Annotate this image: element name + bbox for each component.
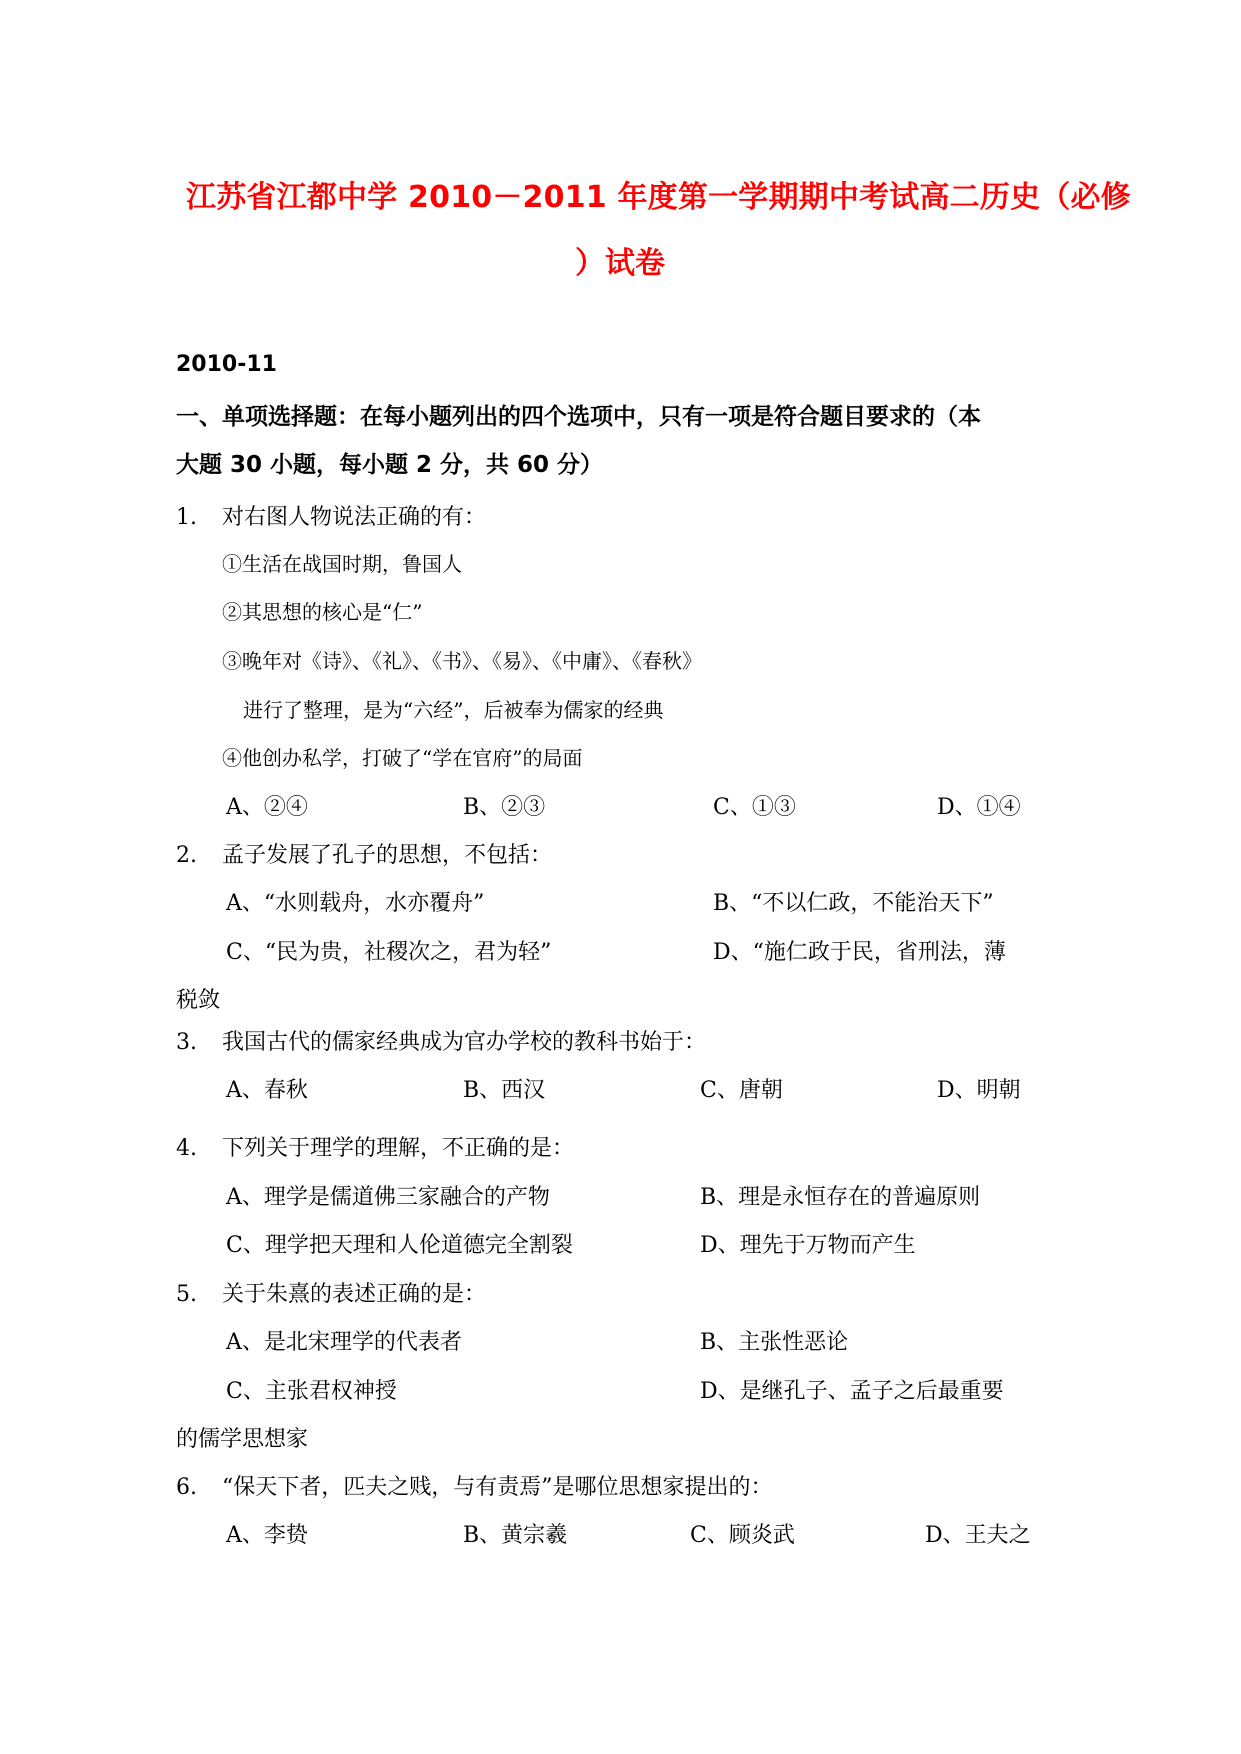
option-b: B、黄宗羲 [463, 1523, 568, 1548]
option-c: C、①③ [713, 795, 796, 820]
question-1-item: ②其思想的核心是“仁” [222, 600, 423, 624]
exam-title-line-1: 江苏省江都中学 2010－2011 年度第一学期期中考试高二历史（必修 [186, 180, 1131, 215]
question-1-item: ①生活在战国时期，鲁国人 [222, 552, 462, 576]
section-heading-line-1: 一、单项选择题：在每小题列出的四个选项中，只有一项是符合题目要求的（本 [176, 404, 981, 430]
option-d: D、理先于万物而产生 [700, 1233, 916, 1258]
option-d: D、①④ [937, 795, 1021, 820]
question-2-stem [176, 838, 552, 869]
option-a: A、“水则载舟，水亦覆舟” [226, 891, 485, 916]
option-d-continued: 税敛 [176, 988, 221, 1013]
question-number: 1. [176, 505, 197, 530]
option-b: B、②③ [463, 795, 546, 820]
option-a: A、理学是儒道佛三家融合的产物 [226, 1185, 550, 1210]
question-3-stem [176, 1025, 706, 1056]
exam-title-line-2: ）试卷 [575, 246, 665, 281]
option-d-continued: 的儒学思想家 [176, 1427, 309, 1452]
option-b: B、“不以仁政，不能治天下” [713, 891, 994, 916]
option-a: A、李贽 [226, 1523, 308, 1548]
question-text: 对右图人物说法正确的有： [222, 505, 487, 530]
option-c: C、唐朝 [700, 1078, 783, 1103]
option-b: B、主张性恶论 [700, 1330, 849, 1355]
question-text: 我国古代的儒家经典成为官办学校的教科书始于： [222, 1030, 707, 1055]
question-number: 6. [176, 1475, 197, 1500]
option-d: D、王夫之 [925, 1523, 1031, 1548]
question-6-stem [176, 1470, 773, 1501]
question-text: 孟子发展了孔子的思想，不包括： [222, 843, 553, 868]
option-b: B、西汉 [463, 1078, 546, 1103]
question-1-item: ④他创办私学，打破了“学在官府”的局面 [222, 746, 583, 770]
question-text: “保天下者，匹夫之贱，与有责焉”是哪位思想家提出的： [222, 1475, 773, 1500]
question-4-stem [176, 1131, 574, 1162]
question-number: 5. [176, 1282, 197, 1307]
question-5-stem [176, 1277, 486, 1308]
option-d: D、明朝 [937, 1078, 1021, 1103]
question-number: 4. [176, 1136, 197, 1161]
question-text: 下列关于理学的理解，不正确的是： [222, 1136, 575, 1161]
option-d: D、“施仁政于民，省刑法，薄 [713, 940, 1006, 965]
question-text: 关于朱熹的表述正确的是： [222, 1282, 487, 1307]
option-a: A、是北宋理学的代表者 [226, 1330, 462, 1355]
option-d: D、是继孔子、孟子之后最重要 [700, 1379, 1004, 1404]
exam-date: 2010-11 [176, 352, 277, 377]
question-1-item: ③晚年对《诗》、《礼》、《书》、《易》、《中庸》、《春秋》 [222, 649, 702, 673]
question-1-stem [176, 500, 486, 531]
option-b: B、理是永恒存在的普遍原则 [700, 1185, 981, 1210]
option-c: C、理学把天理和人伦道德完全割裂 [226, 1233, 573, 1258]
option-c: C、主张君权神授 [226, 1379, 397, 1404]
option-c: C、顾炎武 [690, 1523, 795, 1548]
question-number: 2. [176, 843, 197, 868]
option-a: A、②④ [226, 795, 308, 820]
option-a: A、春秋 [226, 1078, 308, 1103]
question-1-item: 进行了整理，是为“六经”，后被奉为儒家的经典 [243, 698, 664, 722]
section-heading-line-2: 大题 30 小题，每小题 2 分，共 60 分） [176, 452, 604, 478]
option-c: C、“民为贵，社稷次之，君为轻” [226, 940, 552, 965]
question-number: 3. [176, 1030, 197, 1055]
